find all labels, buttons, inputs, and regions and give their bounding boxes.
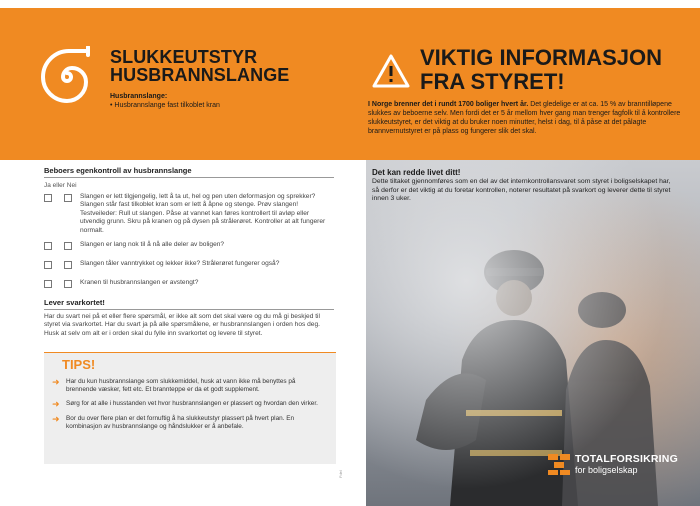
totalforsikring-logo <box>547 452 687 478</box>
arrow-right-icon: ➜ <box>52 413 60 424</box>
checklist-item <box>44 260 336 269</box>
header-band <box>0 8 700 160</box>
left-subtitle <box>110 92 330 110</box>
checklist-item <box>44 193 336 235</box>
side-code: Fdel <box>338 470 343 478</box>
checkbox-no[interactable] <box>64 261 72 269</box>
tip-text: Sørg for at alle i husstanden vet hvor husbrannslangen er plassert og hvordan den virker. <box>66 400 318 408</box>
checklist-section <box>44 166 336 338</box>
tips-heading: TIPS! <box>62 357 96 372</box>
checkbox-yes[interactable] <box>44 242 52 250</box>
left-title-line1: SLUKKEUTSTYR <box>110 47 258 67</box>
warning-triangle-icon <box>372 54 410 88</box>
question-text: Slangen er lang nok til å nå alle deler av boligen? <box>80 241 225 249</box>
left-title-line2: HUSBRANNSLANGE <box>110 65 290 85</box>
right-intro-text: Det gledelige er at ca. 15 % av branntilløpene slukkes av beboerne selv. Men fordi det er 5 år mellom hver gang man trenger fagfolk til å kontrollere slukkeutstyret, er det viktig at du bruker noen minutter, helst i dag, til å påse at det pålagte brannvernutstyret er på plass og fungerer slik det skal. <box>368 101 681 135</box>
tip-item <box>44 400 336 408</box>
right-title-line2: FRA STYRET! <box>420 69 565 94</box>
question-text: Slangen er lett tilgjengelig, lett å ta ut, hel og pen uten deformasjon og sprekker? Slangen står fast tilkoblet kran som er lett å åpne og stenge. Prøv slangen! Testveileder: Rull ut slangen. Påse at vannet kan føres kontrollert til avløp eller utvendig grunn. Skru på kranen og på dysen på strålerøret. Kontroller at alt fungerer normalt. <box>80 193 326 234</box>
arrow-right-icon: ➜ <box>52 399 60 410</box>
left-sub-label: Husbrannslange: <box>110 93 168 100</box>
logo-tagline: for boligselskap <box>575 465 638 475</box>
arrow-right-icon: ➜ <box>52 377 60 387</box>
right-panel-title: Det kan redde livet ditt! <box>372 168 461 177</box>
deliver-card-title: Lever svarkortet! <box>44 298 334 310</box>
totalforsikring-logo-icon <box>547 452 571 476</box>
tip-text: Bor du over flere plan er det fornuftig å ha slukkeutstyr plassert på hvert plan. En kombinasjon av husbrannslange og håndslukker er å anbefale. <box>66 414 295 430</box>
checkbox-no[interactable] <box>64 280 72 288</box>
left-title <box>110 48 289 84</box>
right-title-line1: VIKTIG INFORMASJON <box>420 45 663 70</box>
question-text: Kranen til husbrannslangen er avstengt? <box>80 279 199 287</box>
tips-box <box>44 352 336 464</box>
deliver-card-text: Har du svart nei på et eller flere spørsmål, er ikke alt som det skal være og du må gi beskjed til styret via svarkortet. Har du svart ja på alle spørsmålene, er husbrannslangen i orden hos deg. Husk at selv om alt er i orden skal du fylle inn svarkortet og levere til styret. <box>44 313 320 337</box>
checkbox-yes[interactable] <box>44 194 52 202</box>
hose-reel-icon <box>36 46 98 108</box>
checkbox-no[interactable] <box>64 242 72 250</box>
checkbox-yes[interactable] <box>44 280 52 288</box>
tip-item <box>44 378 336 394</box>
checkbox-yes[interactable] <box>44 261 52 269</box>
right-title <box>420 46 662 94</box>
tip-text: Har du kun husbrannslange som slukkemiddel, husk at vann ikke må benyttes på brennende væsker, fett etc. Et brannteppe er da et godt supplement. <box>66 378 296 394</box>
logo-name: TOTALFORSIKRING <box>575 453 678 465</box>
yes-no-label: Ja eller Nei <box>44 182 77 189</box>
right-intro-bold: I Norge brenner det i rundt 1700 boliger hvert år. <box>368 101 529 108</box>
checklist-item <box>44 241 336 250</box>
checklist-title: Beboers egenkontroll av husbrannslange <box>44 166 334 178</box>
question-text: Slangen tåler vanntrykket og lekker ikke? Strålerøret fungerer også? <box>80 260 280 268</box>
tip-item <box>44 415 336 431</box>
right-intro <box>368 100 686 136</box>
right-panel-text: Dette tiltaket gjennomføres som en del av det internkontrollansvaret som styret i boligselskapet har, så derfor er det viktig at du foretar kontrollen, noterer resultatet på svarkort og leverer dette til styret innen 3 uker. <box>372 178 671 203</box>
checkbox-no[interactable] <box>64 194 72 202</box>
left-sub-item: • Husbrannslange fast tilkoblet kran <box>110 102 220 109</box>
checklist-item <box>44 279 336 288</box>
